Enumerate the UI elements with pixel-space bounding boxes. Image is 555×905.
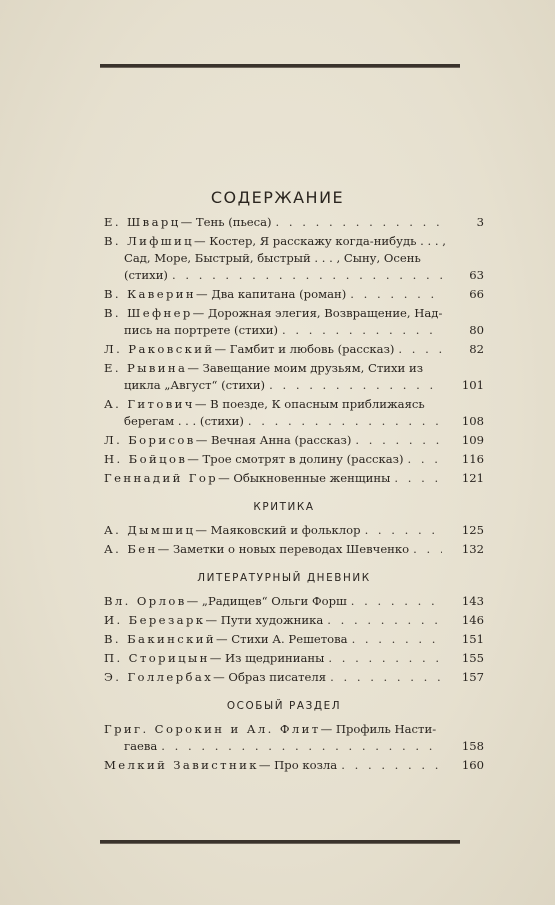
toc-title: — Пути художника — [205, 613, 324, 627]
toc-entry-line — [104, 650, 446, 667]
toc-entry-line-text — [104, 722, 436, 736]
toc-title: — Трое смотрят в долину (рассказ) — [187, 452, 404, 466]
dot-leader — [330, 669, 442, 686]
toc-page-number: 151 — [461, 632, 484, 646]
dot-leader — [350, 286, 442, 303]
dot-leader — [394, 470, 442, 487]
toc-author: А. Гитович — [104, 397, 195, 411]
toc-title: — Образ писателя — [213, 670, 327, 684]
dot-leader — [398, 341, 442, 358]
toc-author: А. Дымшиц — [104, 523, 196, 537]
toc-author: Е. Рывина — [104, 361, 188, 375]
toc-entry-line — [104, 267, 446, 284]
toc-entry-line — [104, 214, 446, 231]
toc-title: — Про козла — [258, 758, 338, 772]
toc-title: — Обыкновенные женщины — [218, 471, 391, 485]
toc-title: — Завещание моим друзьям, Стихи из — [187, 361, 424, 375]
toc-entry-line-text — [104, 214, 272, 231]
toc-entry-line-text — [104, 757, 337, 774]
toc-author: Э. Голлербах — [104, 670, 214, 684]
toc-author: Вл. Орлов — [104, 594, 187, 608]
toc-entry-text — [104, 214, 446, 231]
toc-page-number: 116 — [461, 452, 484, 466]
toc-title: цикла „Август“ (стихи) — [124, 378, 266, 392]
toc-entry-line — [104, 451, 446, 468]
toc-page-number: 155 — [461, 651, 484, 665]
toc-entry-text — [104, 305, 446, 339]
toc-author: И. Березарк — [104, 613, 206, 627]
toc-entry-line-text — [104, 631, 348, 648]
toc-author: Григ. Сорокин и Ал. Флит — [104, 722, 321, 736]
toc-title: — Вечная Анна (рассказ) — [195, 433, 352, 447]
dot-leader — [172, 267, 442, 284]
toc-entry — [104, 451, 484, 468]
toc-title: — Гамбит и любовь (рассказ) — [214, 342, 395, 356]
toc-entry — [104, 214, 484, 231]
dot-leader — [282, 322, 442, 339]
toc-entry-line-text — [104, 234, 446, 248]
dot-leader — [355, 432, 442, 449]
toc-entry-text — [104, 522, 446, 539]
toc-entry-line-text — [104, 286, 346, 303]
dot-leader — [413, 541, 442, 558]
toc-entry — [104, 396, 484, 430]
toc-entry — [104, 286, 484, 303]
dot-leader — [276, 214, 442, 231]
toc-entry-text — [104, 286, 446, 303]
toc-page-number: 160 — [461, 758, 484, 772]
toc-entry-line — [104, 757, 446, 774]
toc-title: берегам . . . (стихи) — [124, 414, 244, 428]
toc-page-number: 132 — [461, 542, 484, 556]
toc-entry-line-text — [104, 451, 404, 468]
toc-entry — [104, 757, 484, 774]
toc-entry-line-text — [124, 251, 421, 265]
toc-entry-line — [104, 593, 446, 610]
toc-entry — [104, 360, 484, 394]
toc-entry-text — [104, 451, 446, 468]
toc-entry-line — [104, 360, 446, 377]
toc-entry-line-text — [124, 377, 265, 394]
toc-author: Геннадий Гор — [104, 471, 219, 485]
toc-title: пись на портрете (стихи) — [124, 323, 279, 337]
toc-title: — Из щедринианы — [209, 651, 325, 665]
toc-entry-text — [104, 360, 446, 394]
dot-leader — [327, 612, 442, 629]
toc-entry-line — [104, 413, 446, 430]
toc-author: В. Каверин — [104, 287, 197, 301]
toc-entry — [104, 233, 484, 284]
toc-author: А. Бен — [104, 542, 158, 556]
toc-entry — [104, 721, 484, 755]
toc-entry-line-text — [104, 522, 361, 539]
toc-entry-line-text — [104, 470, 390, 487]
toc-entry-text — [104, 233, 446, 284]
toc-entry-line — [104, 396, 446, 413]
toc-entry-line-text — [104, 669, 326, 686]
toc-entry-text — [104, 612, 446, 629]
dot-leader — [365, 522, 442, 539]
toc-entry — [104, 305, 484, 339]
toc-entry-text — [104, 341, 446, 358]
dot-leader — [248, 413, 442, 430]
toc-title: — Два капитана (роман) — [196, 287, 347, 301]
toc-page-number: 82 — [469, 342, 484, 356]
toc-title: — Заметки о новых переводах Шевченко — [157, 542, 410, 556]
toc-entry-line — [104, 322, 446, 339]
toc-author: В. Лифшиц — [104, 234, 194, 248]
table-of-contents — [104, 214, 484, 776]
dot-leader — [352, 631, 442, 648]
toc-title: Сад, Море, Быстрый, быстрый . . . , Сыну, Осень — [124, 251, 421, 265]
toc-entry-line-text — [124, 267, 168, 284]
toc-author: В. Шефнер — [104, 306, 193, 320]
toc-entry-line — [104, 522, 446, 539]
toc-title: гаева — [124, 739, 158, 753]
toc-entry-line-text — [104, 432, 351, 449]
toc-entry-line-text — [104, 541, 409, 558]
toc-entry — [104, 341, 484, 358]
dot-leader — [328, 650, 442, 667]
toc-page-number: 101 — [461, 378, 484, 392]
toc-entry-line — [104, 631, 446, 648]
toc-entry — [104, 522, 484, 539]
toc-author: Л. Раковский — [104, 342, 215, 356]
toc-page-number: 109 — [461, 433, 484, 447]
toc-title: (стихи) — [124, 268, 168, 282]
section-heading: ЛИТЕРАТУРНЫЙ ДНЕВНИК — [197, 572, 371, 584]
toc-entry-text — [104, 432, 446, 449]
toc-page-number: 3 — [476, 215, 484, 229]
toc-entry-line — [104, 341, 446, 358]
toc-entry-line-text — [124, 413, 244, 430]
toc-page-number: 146 — [461, 613, 484, 627]
toc-entry-text — [104, 650, 446, 667]
toc-entry-line-text — [104, 306, 442, 320]
toc-title: — В поезде, К опасным приближаясь — [194, 397, 425, 411]
toc-page-number: 108 — [461, 414, 484, 428]
toc-entry-line — [104, 377, 446, 394]
toc-page-number: 121 — [461, 471, 484, 485]
toc-entry — [104, 470, 484, 487]
toc-title: — Тень (пьеса) — [180, 215, 272, 229]
toc-title: — „Радищев“ Ольги Форш — [186, 594, 347, 608]
page-title: СОДЕРЖАНИЕ — [210, 188, 345, 207]
toc-page-number: 66 — [469, 287, 484, 301]
toc-author: Л. Борисов — [104, 433, 196, 447]
toc-entry-line-text — [124, 738, 157, 755]
toc-page-number: 143 — [461, 594, 484, 608]
toc-entry-line — [104, 541, 446, 558]
toc-entry-text — [104, 669, 446, 686]
toc-entry-text — [104, 541, 446, 558]
toc-entry — [104, 593, 484, 610]
toc-entry — [104, 612, 484, 629]
toc-entry-line — [104, 286, 446, 303]
toc-author: Н. Бойцов — [104, 452, 188, 466]
toc-title: — Дорожная элегия, Возвращение, Над- — [192, 306, 443, 320]
top-rule — [100, 64, 460, 67]
toc-entry-line — [104, 432, 446, 449]
toc-entry-line-text — [104, 341, 394, 358]
toc-author: В. Бакинский — [104, 632, 217, 646]
section-heading: КРИТИКА — [253, 501, 315, 513]
toc-entry — [104, 541, 484, 558]
toc-entry-line — [104, 721, 446, 738]
toc-entry — [104, 650, 484, 667]
toc-entry — [104, 631, 484, 648]
toc-entry-line — [104, 612, 446, 629]
toc-entry-text — [104, 470, 446, 487]
dot-leader — [161, 738, 442, 755]
toc-title: — Профиль Насти- — [320, 722, 437, 736]
dot-leader — [408, 451, 443, 468]
toc-page-number: 80 — [469, 323, 484, 337]
toc-entry-line — [104, 250, 446, 267]
toc-title: — Маяковский и фольклор — [195, 523, 361, 537]
toc-entry — [104, 432, 484, 449]
dot-leader — [269, 377, 442, 394]
toc-entry-text — [104, 593, 446, 610]
toc-entry-line — [104, 305, 446, 322]
section-heading: ОСОБЫЙ РАЗДЕЛ — [226, 700, 342, 712]
toc-entry-line — [104, 233, 446, 250]
toc-entry-text — [104, 396, 446, 430]
toc-entry-line-text — [104, 397, 425, 411]
toc-entry-line-text — [104, 593, 347, 610]
toc-author: Е. Шварц — [104, 215, 181, 229]
toc-entry-text — [104, 757, 446, 774]
toc-entry-text — [104, 631, 446, 648]
toc-entry-line-text — [104, 612, 323, 629]
bottom-rule — [100, 840, 460, 843]
toc-page-number: 157 — [461, 670, 484, 684]
toc-entry-line-text — [104, 361, 423, 375]
toc-entry — [104, 669, 484, 686]
toc-entry-line-text — [104, 650, 324, 667]
toc-author: Мелкий Завистник — [104, 758, 259, 772]
toc-page-number: 125 — [461, 523, 484, 537]
toc-entry-line — [104, 669, 446, 686]
toc-title: — Стихи А. Решетова — [216, 632, 348, 646]
toc-page-number: 158 — [461, 739, 484, 753]
toc-entry-text — [104, 721, 446, 755]
toc-entry-line — [104, 470, 446, 487]
toc-title: — Костер, Я расскажу когда-нибудь . . . , — [193, 234, 446, 248]
dot-leader — [341, 757, 442, 774]
toc-author: П. Сторицын — [104, 651, 210, 665]
toc-page-number: 63 — [469, 268, 484, 282]
toc-entry-line-text — [124, 322, 278, 339]
toc-entry-line — [104, 738, 446, 755]
dot-leader — [351, 593, 442, 610]
